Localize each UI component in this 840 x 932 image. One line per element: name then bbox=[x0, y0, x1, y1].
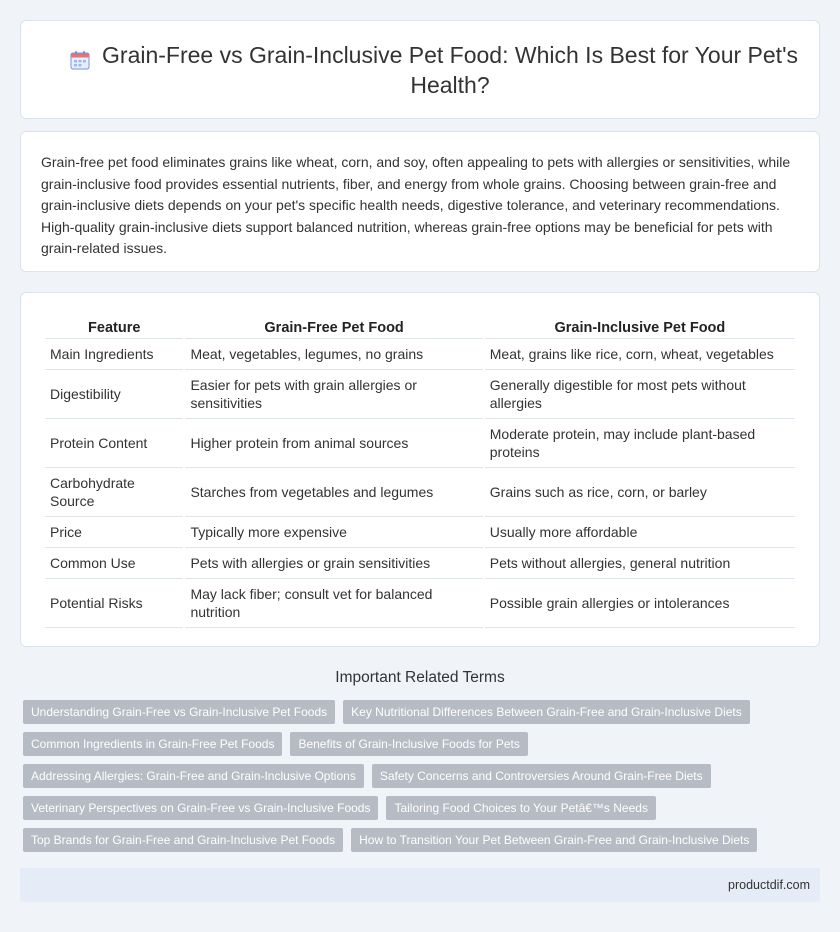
cell-grain-free: Higher protein from animal sources bbox=[185, 419, 482, 468]
cell-grain-inclusive: Pets without allergies, general nutrition bbox=[485, 548, 795, 579]
cell-feature: Common Use bbox=[45, 548, 183, 579]
cell-grain-inclusive: Meat, grains like rice, corn, wheat, vegetables bbox=[485, 339, 795, 370]
intro-text: Grain-free pet food eliminates grains like wheat, corn, and soy, often appealing to pets with allergies or sensitivities, while grain-inclusive food provides essential nutrients, fiber, and energy from whole grains. Choosing between grain-free and grain-inclusive diets depends on your pet's specific health needs, digestive tolerance, and veterinary recommendations. High-quality grain-inclusive diets support balanced nutrition, whereas grain-free options may be beneficial for pets with grain-related issues. bbox=[41, 154, 791, 257]
cell-feature: Main Ingredients bbox=[45, 339, 183, 370]
cell-grain-free: Typically more expensive bbox=[185, 517, 482, 548]
cell-grain-free: Easier for pets with grain allergies or sensitivities bbox=[185, 370, 482, 419]
related-terms-title: Important Related Terms bbox=[335, 669, 505, 686]
comparison-card bbox=[20, 292, 820, 647]
cell-feature: Price bbox=[45, 517, 183, 548]
related-tag[interactable]: Understanding Grain-Free vs Grain-Inclusive Pet Foods bbox=[23, 700, 335, 724]
table-row bbox=[45, 548, 795, 579]
related-tag[interactable]: Benefits of Grain-Inclusive Foods for Pets bbox=[290, 732, 527, 756]
related-tag[interactable]: Veterinary Perspectives on Grain-Free vs Grain-Inclusive Foods bbox=[23, 796, 378, 820]
table-header-row bbox=[45, 313, 795, 339]
cell-grain-inclusive: Usually more affordable bbox=[485, 517, 795, 548]
page-title: Grain-Free vs Grain-Inclusive Pet Food: Which Is Best for Your Pet's Health? bbox=[102, 41, 798, 98]
table-row bbox=[45, 419, 795, 468]
header-grain-inclusive: Grain-Inclusive Pet Food bbox=[485, 313, 795, 339]
table-row bbox=[45, 579, 795, 628]
cell-grain-inclusive: Moderate protein, may include plant-based proteins bbox=[485, 419, 795, 468]
header-card bbox=[20, 20, 820, 119]
intro-card bbox=[20, 131, 820, 272]
cell-feature: Potential Risks bbox=[45, 579, 183, 628]
related-tags bbox=[20, 700, 820, 860]
cell-grain-inclusive: Possible grain allergies or intolerances bbox=[485, 579, 795, 628]
related-tag[interactable]: Safety Concerns and Controversies Around Grain-Free Diets bbox=[372, 764, 711, 788]
cell-grain-inclusive: Grains such as rice, corn, or barley bbox=[485, 468, 795, 517]
table-row bbox=[45, 370, 795, 419]
header-feature: Feature bbox=[45, 313, 183, 339]
related-tag[interactable]: Common Ingredients in Grain-Free Pet Foods bbox=[23, 732, 282, 756]
cell-grain-free: Meat, vegetables, legumes, no grains bbox=[185, 339, 482, 370]
cell-feature: Protein Content bbox=[45, 419, 183, 468]
related-tag[interactable]: Top Brands for Grain-Free and Grain-Inclusive Pet Foods bbox=[23, 828, 343, 852]
cell-grain-free: Starches from vegetables and legumes bbox=[185, 468, 482, 517]
related-tag[interactable]: Addressing Allergies: Grain-Free and Grain-Inclusive Options bbox=[23, 764, 364, 788]
footer bbox=[20, 868, 820, 902]
footer-site-link[interactable]: productdif.com bbox=[728, 878, 810, 892]
cell-feature: Carbohydrate Source bbox=[45, 468, 183, 517]
cell-grain-free: Pets with allergies or grain sensitivities bbox=[185, 548, 482, 579]
cell-feature: Digestibility bbox=[45, 370, 183, 419]
related-tag[interactable]: Tailoring Food Choices to Your Petâ€™s Needs bbox=[386, 796, 655, 820]
table-row bbox=[45, 468, 795, 517]
header-grain-free: Grain-Free Pet Food bbox=[185, 313, 482, 339]
table-row bbox=[45, 517, 795, 548]
related-terms-section bbox=[20, 666, 820, 860]
calendar-icon bbox=[69, 49, 91, 71]
table-row bbox=[45, 339, 795, 370]
related-tag[interactable]: How to Transition Your Pet Between Grain-Free and Grain-Inclusive Diets bbox=[351, 828, 757, 852]
cell-grain-inclusive: Generally digestible for most pets without allergies bbox=[485, 370, 795, 419]
related-tag[interactable]: Key Nutritional Differences Between Grain-Free and Grain-Inclusive Diets bbox=[343, 700, 750, 724]
cell-grain-free: May lack fiber; consult vet for balanced nutrition bbox=[185, 579, 482, 628]
comparison-table bbox=[43, 313, 797, 628]
